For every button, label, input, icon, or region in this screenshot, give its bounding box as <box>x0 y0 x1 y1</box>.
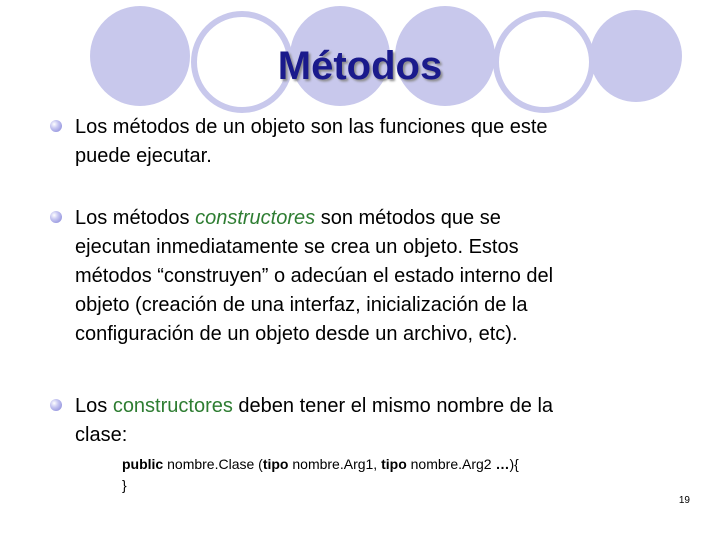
page-number: 19 <box>678 495 690 506</box>
bullet-icon <box>50 120 62 132</box>
text-run: son métodos que se <box>315 207 501 229</box>
text-run: Los <box>75 395 113 417</box>
code-keyword: public <box>122 456 164 472</box>
bullet-line: puede ejecutar. <box>75 145 212 167</box>
text-run: deben tener el mismo nombre de la <box>232 395 554 417</box>
code-text: nombre.Arg1, <box>288 456 382 472</box>
text-run: Los métodos <box>75 207 196 229</box>
highlighted-term: constructores <box>195 207 316 229</box>
code-text: nombre.Arg2 <box>406 456 496 472</box>
highlighted-term: constructores <box>112 395 233 417</box>
code-keyword: … <box>495 456 510 472</box>
bullet-line: configuración de un objeto desde un archivo, etc). <box>75 323 518 345</box>
bullet-line: Los métodos de un objeto son las funciones que este <box>75 116 548 138</box>
bullet-line: métodos “construyen” o adecúan el estado interno del <box>75 265 554 287</box>
bullet-icon <box>50 211 62 223</box>
code-text: nombre.Clase ( <box>163 456 263 472</box>
bullet-icon <box>50 399 62 411</box>
code-keyword: tipo <box>262 456 289 472</box>
bullet-line <box>75 392 675 421</box>
bullet-text <box>75 392 675 450</box>
code-closing-brace: } <box>122 477 127 493</box>
bullet-line <box>75 204 675 233</box>
bullet-text <box>75 113 675 171</box>
code-text: ){ <box>509 456 519 472</box>
bullet-line: clase: <box>75 424 128 446</box>
code-keyword: tipo <box>381 456 407 472</box>
bullet-line: ejecutan inmediatamente se crea un objeto. Estos <box>75 236 519 258</box>
bullet-text <box>75 204 675 349</box>
code-signature <box>122 455 519 474</box>
slide-title: Métodos <box>277 44 443 88</box>
bullet-line: objeto (creación de una interfaz, inicialización de la <box>75 294 528 316</box>
